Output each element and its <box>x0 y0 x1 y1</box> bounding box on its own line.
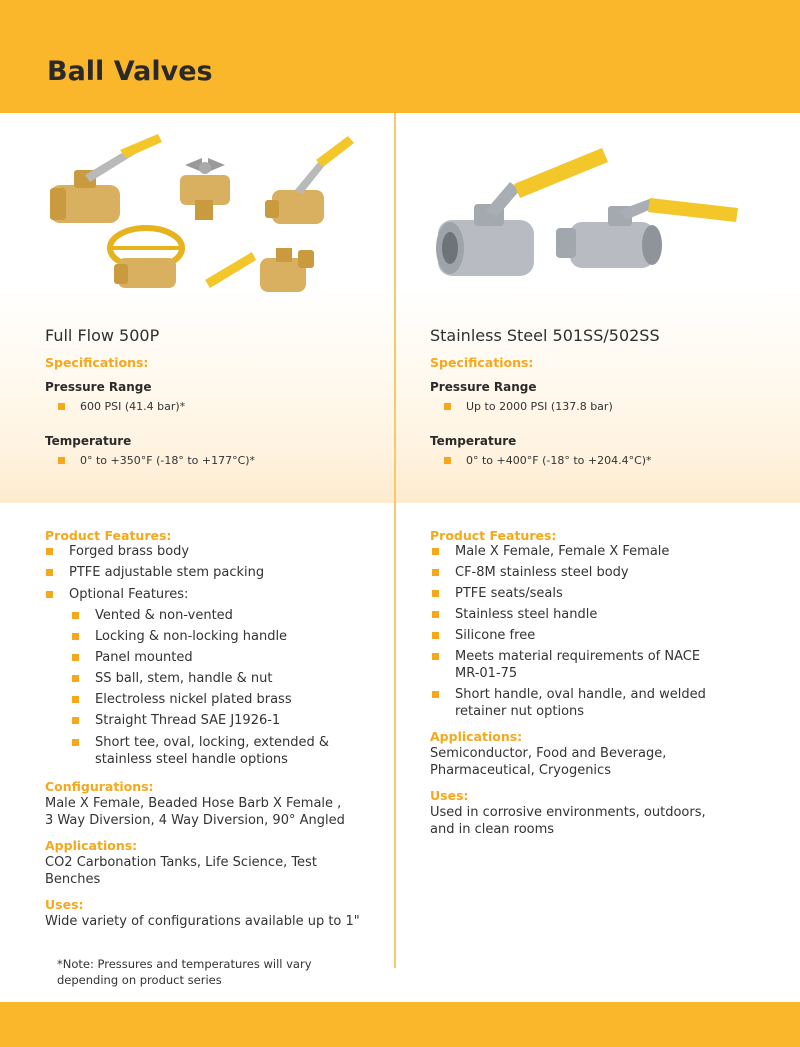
right-pressure-value: Up to 2000 PSI (137.8 bar) <box>466 400 613 413</box>
right-feature: Meets material requirements of NACE <box>455 648 700 666</box>
bullet <box>58 457 65 464</box>
right-feature: Short handle, oval handle, and welded <box>455 686 706 704</box>
left-applications-line-1: CO2 Carbonation Tanks, Life Science, Test <box>45 855 317 870</box>
right-applications-line-1: Semiconductor, Food and Beverage, <box>430 746 667 761</box>
right-applications-line-2: Pharmaceutical, Cryogenics <box>430 763 611 778</box>
optional-feature: SS ball, stem, handle & nut <box>95 670 272 688</box>
bullet <box>46 569 53 576</box>
left-pressure-value: 600 PSI (41.4 bar)* <box>80 400 186 413</box>
left-applications-heading: Applications: <box>45 838 138 853</box>
left-features-heading: Product Features: <box>45 528 172 543</box>
bullet <box>432 611 439 618</box>
right-uses-heading: Uses: <box>430 788 469 803</box>
right-feature-continuation: retainer nut options <box>455 704 585 719</box>
left-temperature-value: 0° to +350°F (-18° to +177°C)* <box>80 454 256 467</box>
bullet <box>58 403 65 410</box>
bullet <box>72 696 79 703</box>
right-uses-line-1: Used in corrosive environments, outdoors, <box>430 805 706 820</box>
optional-feature-continuation: stainless steel handle options <box>95 752 288 767</box>
brass-valve-1 <box>50 134 162 223</box>
column-divider <box>394 113 396 968</box>
configurations-heading: Configurations: <box>45 779 154 794</box>
bullet <box>432 691 439 698</box>
brass-valves-image <box>40 130 370 310</box>
brass-valve-2 <box>180 158 230 220</box>
bullet <box>444 457 451 464</box>
right-feature-continuation: MR-01-75 <box>455 666 518 681</box>
right-uses-line-2: and in clean rooms <box>430 822 555 837</box>
left-pressure-heading: Pressure Range <box>45 380 152 394</box>
right-temperature-value: 0° to +400°F (-18° to +204.4°C)* <box>466 454 652 467</box>
bullet <box>72 717 79 724</box>
left-specifications-heading: Specifications: <box>45 355 149 370</box>
optional-feature: Short tee, oval, locking, extended & <box>95 734 329 752</box>
left-feature: PTFE adjustable stem packing <box>69 564 264 582</box>
optional-feature: Panel mounted <box>95 649 193 667</box>
stainless-valve-2 <box>556 198 738 268</box>
bullet <box>72 633 79 640</box>
stainless-valves-image <box>430 140 760 290</box>
right-feature: CF-8M stainless steel body <box>455 564 629 582</box>
bullet <box>72 612 79 619</box>
footnote <box>57 956 357 988</box>
brass-valve-3 <box>265 136 354 224</box>
bullet <box>72 654 79 661</box>
left-applications-line-2: Benches <box>45 872 101 887</box>
right-temperature-heading: Temperature <box>430 434 517 448</box>
optional-feature: Vented & non-vented <box>95 607 233 625</box>
right-feature: Silicone free <box>455 627 535 645</box>
bullet <box>72 739 79 746</box>
left-uses-heading: Uses: <box>45 897 84 912</box>
right-feature: Stainless steel handle <box>455 606 597 624</box>
right-pressure-heading: Pressure Range <box>430 380 537 394</box>
brass-valve-4 <box>110 228 182 288</box>
bullet <box>46 548 53 555</box>
left-feature: Forged brass body <box>69 543 189 561</box>
right-feature: PTFE seats/seals <box>455 585 563 603</box>
bullet <box>432 548 439 555</box>
page-footer <box>0 1002 800 1047</box>
bullet <box>46 591 53 598</box>
optional-feature: Electroless nickel plated brass <box>95 691 292 709</box>
bullet <box>432 590 439 597</box>
bullet <box>432 632 439 639</box>
right-feature: Male X Female, Female X Female <box>455 543 669 561</box>
optional-feature: Locking & non-locking handle <box>95 628 287 646</box>
right-specifications-heading: Specifications: <box>430 355 534 370</box>
bullet <box>72 675 79 682</box>
bullet <box>432 569 439 576</box>
page-title: Ball Valves <box>47 56 213 87</box>
left-product-title: Full Flow 500P <box>45 326 160 345</box>
configurations-line-1: Male X Female, Beaded Hose Barb X Female , <box>45 796 342 811</box>
left-uses-text: Wide variety of configurations available up to 1" <box>45 914 360 929</box>
footnote-line-2: depending on product series <box>57 973 222 987</box>
configurations-line-2: 3 Way Diversion, 4 Way Diversion, 90° Angled <box>45 813 345 828</box>
right-features-heading: Product Features: <box>430 528 557 543</box>
left-feature: Optional Features: <box>69 586 188 604</box>
optional-feature: Straight Thread SAE J1926-1 <box>95 712 280 730</box>
bullet <box>444 403 451 410</box>
right-applications-heading: Applications: <box>430 729 523 744</box>
brass-valve-5 <box>205 248 314 292</box>
footnote-line-1: *Note: Pressures and temperatures will vary <box>57 957 312 971</box>
left-temperature-heading: Temperature <box>45 434 132 448</box>
page-header <box>0 0 800 113</box>
bullet <box>432 653 439 660</box>
right-product-title: Stainless Steel 501SS/502SS <box>430 326 660 345</box>
